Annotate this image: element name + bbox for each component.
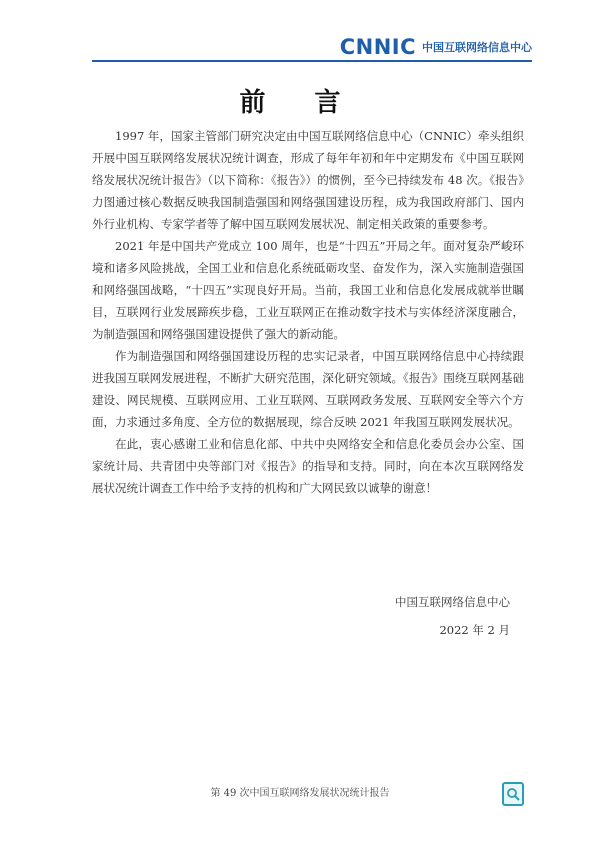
paragraph: 作为制造强国和网络强国建设历程的忠实记录者，中国互联网络信息中心持续跟进我国互联网发展进程，不断扩大研究范围，深化研究领域。《报告》围绕互联网基础建设、网民规模、互联网应用、工业互联网、互联网政务发展、互联网安全等六个方面，力求通过多角度、全方位的数据展现，综合反映 2021 年我国互联网发展状况。 [92,349,524,429]
paragraph: 2021 年是中国共产党成立 100 周年，也是“十四五”开局之年。面对复杂严峻环境和诸多风险挑战，全国工业和信息化系统砥砺攻坚、奋发作为，深入实施制造强国和网络强国战略，“十四五”实现良好开局。当前，我国工业和信息化发展成就举世瞩目，互联网行业发展蹄疾步稳，工业互联网正在推动数字技术与实体经济深度融合，为制造强国和网络强国建设提供了强大的新动能。 [92,239,524,341]
signature-org: 中国互联网络信息中心 [395,595,510,609]
page-footer: 第 49 次中国互联网络发展状况统计报告 [210,788,390,799]
report-search-icon [502,782,524,806]
signature-date: 2022 年 2 月 [439,623,510,637]
paragraph: 1997 年，国家主管部门研究决定由中国互联网络信息中心（CNNIC）牵头组织开展中国互联网络发展状况统计调查，形成了每年年初和年中定期发布《中国互联网络发展状况统计报告》（以下简称：《报告》）的惯例，至今已持续发布 48 次。《报告》力图通过核心数据反映我国制造强国和网络强国建设历程，成为我国政府部门、国内外行业机构、专家学者等了解中国互联网发展状况、制定相关政策的重要参考。 [92,129,524,231]
paragraph: 在此，衷心感谢工业和信息化部、中共中央网络安全和信息化委员会办公室、国家统计局、共青团中央等部门对《报告》的指导和支持。同时，向在本次互联网络发展状况统计调查工作中给予支持的机构和广大网民致以诚挚的谢意！ [92,437,524,495]
header-org-name: 中国互联网络信息中心 [422,41,532,54]
header-divider [92,60,532,62]
page-title: 前 言 [239,88,361,118]
preface-body [92,125,524,499]
header-logo [340,34,532,60]
cnnic-logo: CNNIC [339,34,416,59]
